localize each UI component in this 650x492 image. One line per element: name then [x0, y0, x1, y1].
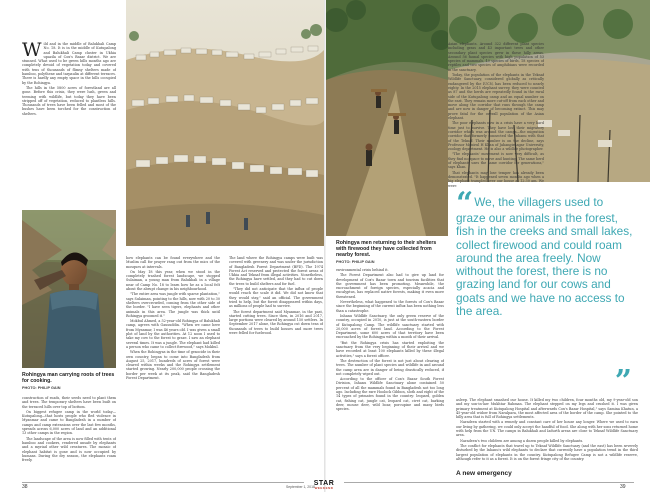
publication-date: September 1, 2018 [286, 485, 315, 489]
paragraph: The destruction of the forest is not just about clearing of trees. The number of plant species and wildlife in and around the camp area are in danger of being drastically reduced, if not completely wiped out. [336, 358, 444, 376]
pull-quote [456, 186, 634, 399]
article-column-3 [229, 256, 323, 478]
hillside-image [126, 0, 324, 246]
page-number-left: 38 [22, 484, 28, 490]
paragraph: Mokbul Ahmed, a 52-year-old Rohingya of Balukhali camp, agrees with Gausuddin. "When we came here from Myanmar, I was 46 years old. I was given a small plot of land by the authorities. At 12 noon I used to take my cow to the forest to graze. I saw an elephant several times. It was a jungle. The elephant had killed a person who came to collect firewood," says Mokbul. [126, 319, 220, 349]
paragraph: On May 18 this year, when we stood in the completely trashed forest landscape, we stopped Sulaiman, a young man from Balukhali in a village near of Camp No. 18 to learn how he as a local felt about the abrupt change in his neighbourhood. [126, 269, 220, 292]
paragraph: On biggest refugee camp in the world today—Kutupalong—that hosts people who fled violence in Myanmar and came to Bangladesh in a number of camps and camp extensions over the last few months, spreads across 6,000 acres of land and an additional 13 other camps in the region. [22, 409, 116, 436]
paragraph: Naradeen's two children are among a dozen people killed by elephants. [460, 438, 584, 443]
page-number-right: 39 [620, 484, 626, 490]
paragraph: The poor elephants now in a crisis have a very hard time just to survive. They have lost their migratory corridor which was around the camps—the migration corridor that formerly connected the Inhanu with that of the Teknaf. Their number is on the decline, says Professor Monirul H Khan of Jahangirnagar University, zoology department. He is also a wildlife photographer. [448, 121, 544, 152]
rohingya-man-photo [22, 210, 116, 368]
paragraph: "They did not anticipate that the influx of people would reach the scale it did. We did not know that they would stay," said an official. The government tried to help, but the forest disappeared within days, as millions of people had to survive. [229, 287, 323, 309]
paragraph: Asian elephants. Around 322 different plant species including grass and 43 important trees and other secondary plant species grew in these hilly areas. Around 56 faunal species with high population of 53 species of mammals, 40 species of birds, 18 species of reptiles and two species of amphibians were recorded in the sanctuary. [448, 42, 544, 72]
paragraph: ild and in the middle of Balukhali Camp No. 18. It is in the middle of Kutupalong and Balukhali Camp cluster in Ukhia upazila of Cox's Bazar district. We are stunned. What used to be green hills months ago are completely devoid of vegetation today and covered with tens of thousands of flimsy shelters made of bamboo, polythene and tarpaulin at different terraces. There is hardly any empty space in the hills occupied by the Rohingya. [22, 42, 116, 85]
logo-star-text: STAR [313, 480, 335, 487]
footer-rule-left [22, 482, 304, 483]
paragraph: Today, the population of the elephants in the Teknaf Wildlife Sanctuary, considered globally as critically endangered by the IUCN, has been reduced to nearly eighty. In the 2015 elephant survey, they were counted as 87 and the herds are repeatedly found in the rural side of the Kutupalong camp and an equal number on the east. They remain more cut-off from each other and move along the corridor that runs through the camp and are now in danger of becoming extinct. This may prove fatal for the overall population of the Asian elephant. [448, 73, 544, 121]
article-column-1-top [22, 42, 116, 196]
paragraph: The conflict for elephants that travel up to Teknaf Wildlife Sanctuary (and the east) has been severely disturbed by the Inhanu's wild elephants to declare that currently have a population trend in the third largest population of elephants in the country. Kutupalong Refugee Camp is not a wildlife reserve, although refer to it as a forest. It is on the forest fringe city of the country. [456, 443, 638, 461]
photo-credit: PHOTO: PHILIP GAIN [22, 386, 61, 390]
footer-rule-right [344, 482, 634, 483]
paragraph: The landscape of the area is now filled with tents of bamboo and cookers, rendered unsafe by elephants and a myriad other wild creatures. The mosaic of elephant habitat is gone and is now occupied by humans. During the dry season, the elephants roam freely. [22, 436, 116, 463]
open-quote-icon: “ [456, 186, 474, 221]
paragraph: "The entire area was jungle with sparse plantation," says Sulaiman, pointing to the hills, now with 20 to 30 shelters overcrowded, coming from the other side of the border. "I have seen tigers, elephants and other animals in this area. The jungle was thick until Rohingya groomed it." [126, 292, 220, 318]
paragraph: asleep. The elephant smashed our house. It killed my two children, four months old, my 9-year-old son and my son-in-law Mukhtar Rahman. The elephant stepped on my legs and crushed it. I was given primary treatment at Kutupalong Hospital and afterwards Cox's Bazar Hospital," says Samina Khatun, a 45-year-old widow from Naralpara, the most affected area of the border of the camp. She pointed to the hilly area that is full of Rohingya settlements. [456, 398, 638, 420]
caption-text: Rohingya men returning to their shelters with firewood they have collected from nearby forest. [336, 240, 437, 258]
paragraph: The Forest Department also had to give up land for development of Cox's Bazar town and tourism facilities that the government has been promoting. Meanwhile, the encroachment of foreign species, especially acacia and eucalyptus, has replaced native forests, making it even more threatened. [336, 273, 444, 299]
article-column-1-bottom [22, 396, 116, 478]
paragraph: According to the officer of Cox's Bazar South Forest Division, Inhanu Wildlife Sanctuary alone contained 50 percent of all the mammals found in Bangladesh not too long ago. Including the rare Hoolock Gibbon, sloth and eight of the 14 types of primates found in the country: leopard, golden cat, fishing cat, jungle cat, leopard cat, civet cat, barking deer, mouse deer, wild boar, porcupine and many birds species. [336, 377, 444, 412]
paragraph: Naradeen started with a remedy and constant care of her house any longer. Where we used to earn our living by gathering, we could only accept the handful of food. She along with her sons returned home with help from the UN. The camps in Balukhali and Iadurth areas are close to Teknaf Wildlife Sanctuary area. [456, 420, 638, 438]
paragraph: The land where the Rohingya camps were built was covered with greenery and was under the jurisdiction of Bangladesh Forest Department (BFD). The 1974 Forest Act reserved and protected the forest areas of Ukhia and Teknaf from illegal activities. Nonetheless, the Rohingya have settled, and they had to cut down the trees to build shelters and for fuel. [229, 256, 323, 286]
paragraph: Nevertheless, what happened to the forests of Cox's Bazar since the beginning of the current influx has been nothing less than a catastrophe. [336, 300, 444, 313]
paragraph: how elephants can be found everywhere and the Muslim call for prayer rang out from the mics of the mosques at intervals. [126, 256, 220, 269]
paragraph: Inhanu Wildlife Sanctuary, the only green reserve of the country, occupied in 2010, is just at the south-eastern border of Kutupalong Camp. The wildlife sanctuary started with 20,000 acres of forest land. According to the Forest Department, some 600 acres of that territory have been encroached by the Rohingya within a month of their arrival. [336, 313, 444, 340]
caption-text: Rohingya man carrying roots of trees for cooking. [22, 372, 115, 384]
drop-cap: W [22, 42, 42, 61]
paragraph: That elephants may lose temper has already been demonstrated. "It happened seven months ago when a big elephant trampled over our house at 12:30 am. We were [448, 170, 544, 188]
article-column-6 [456, 398, 638, 468]
paragraph: The hills in the 5800 acres of forestland are all gone. Before this crisis, they were lush, green and teeming with wildlife, but today they have been stripped off of vegetation, reduced to plantless hills. Thousands of trees have been felled and most of the bushes have been torched for the construction of shelters. [22, 85, 116, 116]
men-carrying-firewood-photo [326, 0, 448, 236]
star-weekend-logo [309, 480, 339, 490]
hillside-shelters-photo [126, 0, 324, 246]
paragraph: The forest department said Myanmar, in the past, started cutting trees. Since then, in 2016 and 2017, large portions were cleared by around 150 settlers. In September 2017 alone, the Rohingya cut down tens of thousands of trees to build houses and more trees were felled for fuelwood. [229, 309, 323, 336]
paragraph: "The elephants' movement is now very difficult, as they find no space to move and hunting. The same herd of elephants uses the same corridor for generations," says Khan. [448, 152, 544, 170]
rohingya-man-image [22, 210, 116, 368]
photo-caption-2 [336, 240, 446, 265]
paragraph: environmental crisis behind it. [336, 268, 389, 272]
article-column-4 [336, 268, 444, 478]
paragraph: construction of roads, their seeds need to plant them and trees. The temporary shelters have been built on the terraced hills over top of bottom. [22, 396, 116, 409]
photo-caption-1 [22, 372, 122, 391]
paragraph: When the Rohingyas in the time of genocide in their own country, began to come into Bangladesh from August 25, 2017, hundreds of acres of forest were cleared within weeks and the Rohingya settlement started growing. Nearly 200,000 people crossing the border per week at its peak, said the Bangladesh Forest Department. [126, 350, 220, 381]
firewood-image [326, 0, 448, 236]
article-column-5 [448, 42, 544, 192]
paragraph: "But the Rohingya crisis has started exploiting the sanctuary from the very beginning of their arrival and we have recorded at least 100 elephants killed by these illegal activities," says a forest officer. [336, 340, 444, 358]
article-column-2 [126, 256, 220, 478]
photo-credit: PHOTO: PHILIP GAIN [336, 260, 375, 264]
logo-weekend-text: WEEKEND [314, 486, 334, 490]
pull-quote-text: We, the villagers used to graze our animals in the forest, fish in the creeks and small lakes, collect firewood and could roam around the area freely. Now without the forest, there is no grazing land for our cows and goats and we have no access to the area. [456, 195, 633, 319]
section-subhead: A new emergency [456, 470, 512, 477]
close-quote-icon: ” [614, 364, 632, 399]
